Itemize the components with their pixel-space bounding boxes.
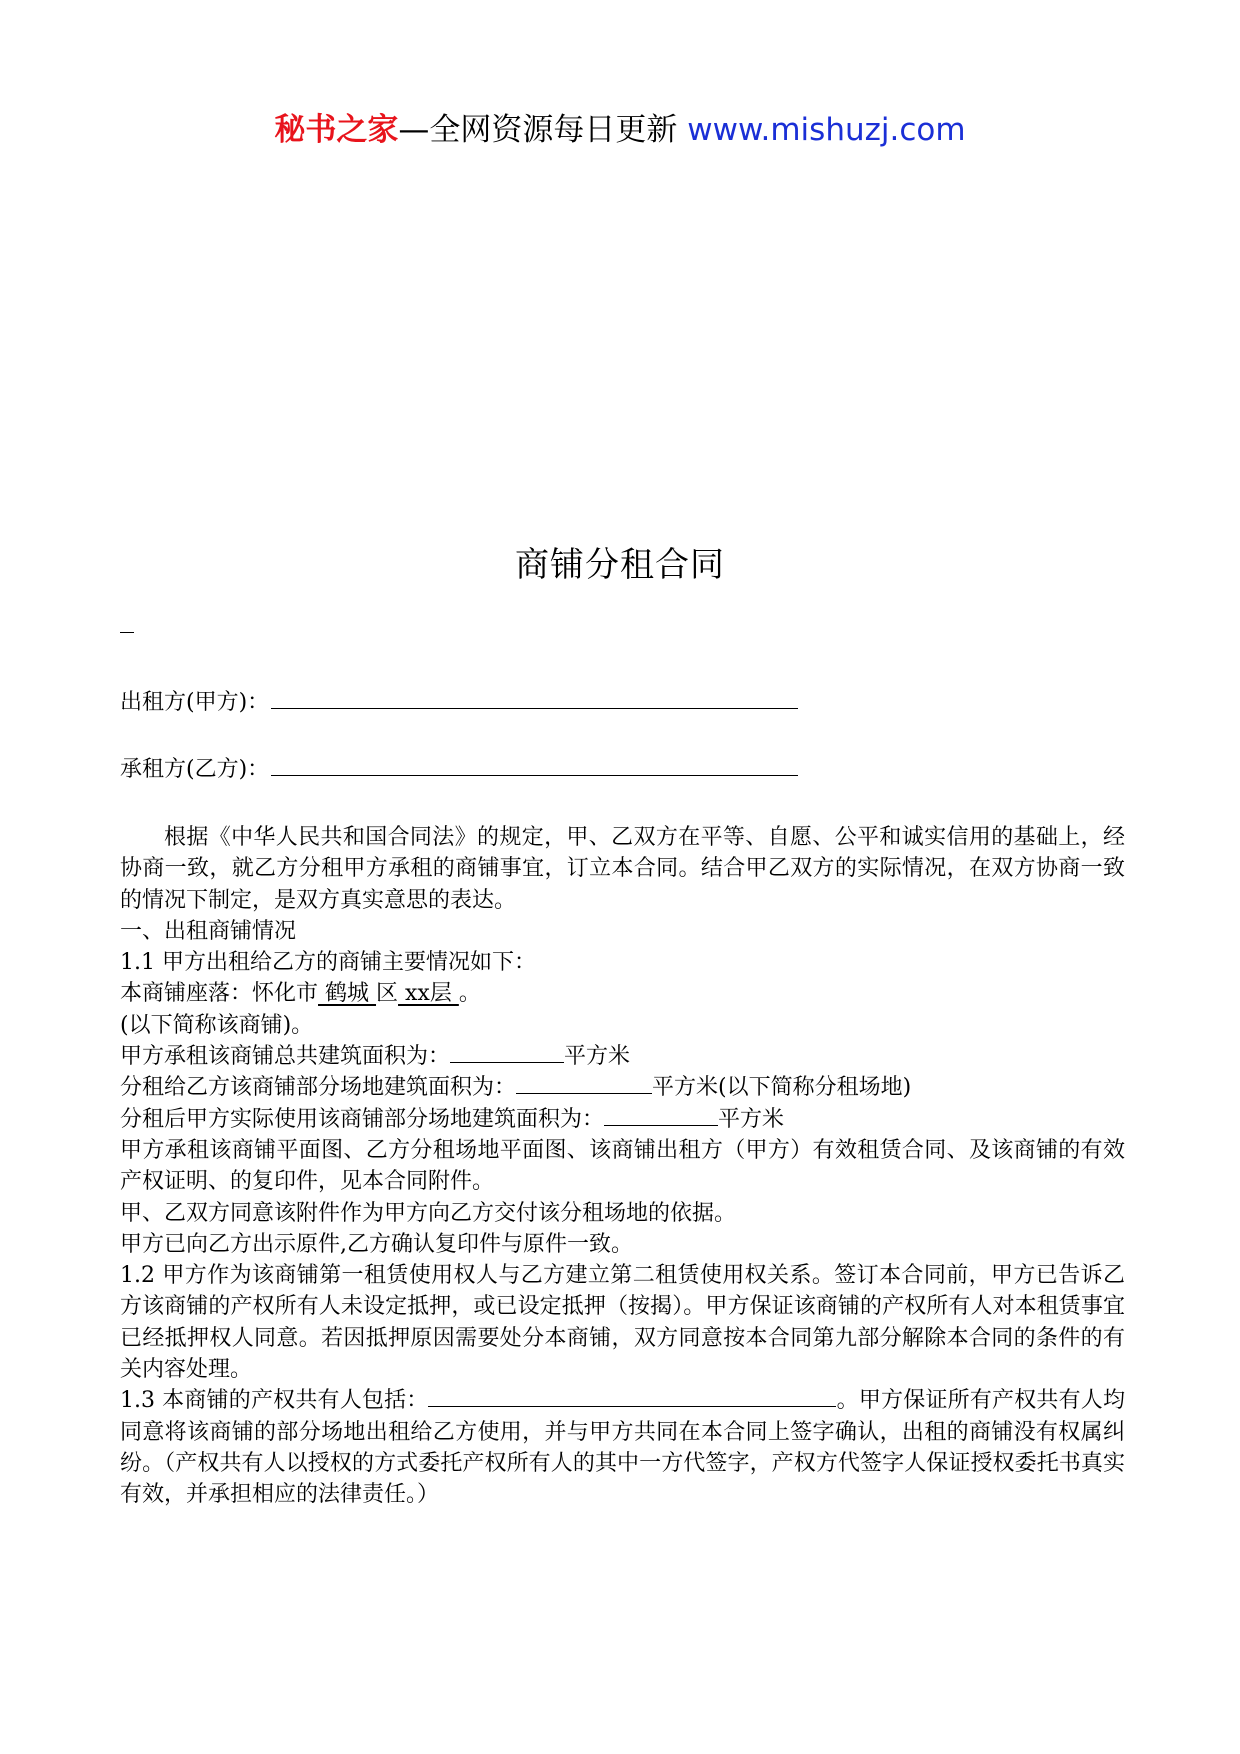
clause-1-1: 1.1 甲方出租给乙方的商铺主要情况如下： bbox=[120, 950, 536, 976]
brand-name: 秘书之家 bbox=[274, 112, 399, 148]
area-remaining-unit: 平方米 bbox=[718, 1106, 785, 1132]
area-total-blank bbox=[450, 1042, 564, 1063]
area-total-label: 甲方承租该商铺总共建筑面积为： bbox=[120, 1044, 451, 1070]
location-prefix: 本商铺座落：怀化市 bbox=[120, 981, 319, 1007]
document-title: 商铺分租合同 bbox=[515, 545, 725, 585]
section-1-heading: 一、出租商铺情况 bbox=[120, 918, 297, 944]
attachments-agree-line: 甲、乙双方同意该附件作为甲方向乙方交付该分租场地的依据。 bbox=[120, 1200, 737, 1226]
location-floor: xx层 bbox=[398, 981, 459, 1007]
location-end: 。 bbox=[458, 981, 481, 1007]
header-slogan: —全网资源每日更新 bbox=[398, 112, 688, 148]
party-b-line bbox=[120, 752, 798, 783]
party-b-blank bbox=[271, 753, 798, 776]
site-url-link[interactable]: www.mishuzj.com bbox=[687, 112, 966, 148]
area-sublet-blank bbox=[516, 1073, 652, 1094]
party-a-line bbox=[120, 685, 798, 716]
abbrev-line: (以下简称该商铺)。 bbox=[120, 1012, 314, 1038]
area-remaining-label: 分租后甲方实际使用该商铺部分场地建筑面积为： bbox=[120, 1106, 605, 1132]
intro-paragraph: 根据《中华人民共和国合同法》的规定，甲、乙双方在平等、自愿、公平和诚实信用的基础上，经协商一致，就乙方分租甲方承租的商铺事宜，订立本合同。结合甲乙双方的实际情况，在双方协商一致的情况下制定，是双方真实意思的表达。 bbox=[120, 825, 1125, 913]
location-district: 鹤城 bbox=[318, 981, 377, 1007]
site-header bbox=[0, 104, 1240, 149]
co-owners-blank bbox=[428, 1386, 836, 1407]
clause-1-3-prefix: 1.3 本商铺的产权共有人包括： bbox=[120, 1388, 429, 1414]
area-sublet-label: 分租给乙方该商铺部分场地建筑面积为： bbox=[120, 1075, 517, 1101]
area-total-line bbox=[120, 1041, 1125, 1072]
clause-1-3-rest: 。甲方保证所有产权共有人均同意将该商铺的部分场地出租给乙方使用，并与甲方共同在本合同上签字确认，出租的商铺没有权属纠纷。（产权共有人以授权的方式委托产权所有人的其中一方代签字，产权方代签字人保证授权委托书真实有效，并承担相应的法律责任。） bbox=[120, 1388, 1125, 1508]
party-b-label: 承租方(乙方)： bbox=[120, 757, 270, 782]
party-a-label: 出租方(甲方)： bbox=[120, 690, 270, 715]
originals-line: 甲方已向乙方出示原件,乙方确认复印件与原件一致。 bbox=[120, 1231, 633, 1257]
location-district-suffix: 区 bbox=[376, 981, 399, 1007]
area-sublet-unit: 平方米(以下简称分租场地) bbox=[652, 1075, 912, 1101]
location-line bbox=[120, 978, 1125, 1009]
area-remaining-blank bbox=[604, 1105, 718, 1126]
area-total-unit: 平方米 bbox=[564, 1044, 631, 1070]
clause-1-2: 1.2 甲方作为该商铺第一租赁使用权人与乙方建立第二租赁使用权关系。签订本合同前，甲方已告诉乙方该商铺的产权所有人未设定抵押，或已设定抵押（按揭）。甲方保证该商铺的产权所有人对本租赁事宜已经抵押权人同意。若因抵押原因需要处分本商铺，双方同意按本合同第九部分解除本合同的条件的有关内容处理。 bbox=[120, 1263, 1125, 1383]
area-sublet-line bbox=[120, 1072, 1125, 1103]
contract-body bbox=[120, 822, 1125, 1511]
area-remaining-line bbox=[120, 1104, 1125, 1135]
stray-underscore-mark bbox=[120, 632, 134, 633]
clause-1-3 bbox=[120, 1385, 1125, 1510]
attachments-paragraph: 甲方承租该商铺平面图、乙方分租场地平面图、该商铺出租方（甲方）有效租赁合同、及该商铺的有效产权证明、的复印件，见本合同附件。 bbox=[120, 1137, 1125, 1195]
party-a-blank bbox=[271, 686, 798, 709]
